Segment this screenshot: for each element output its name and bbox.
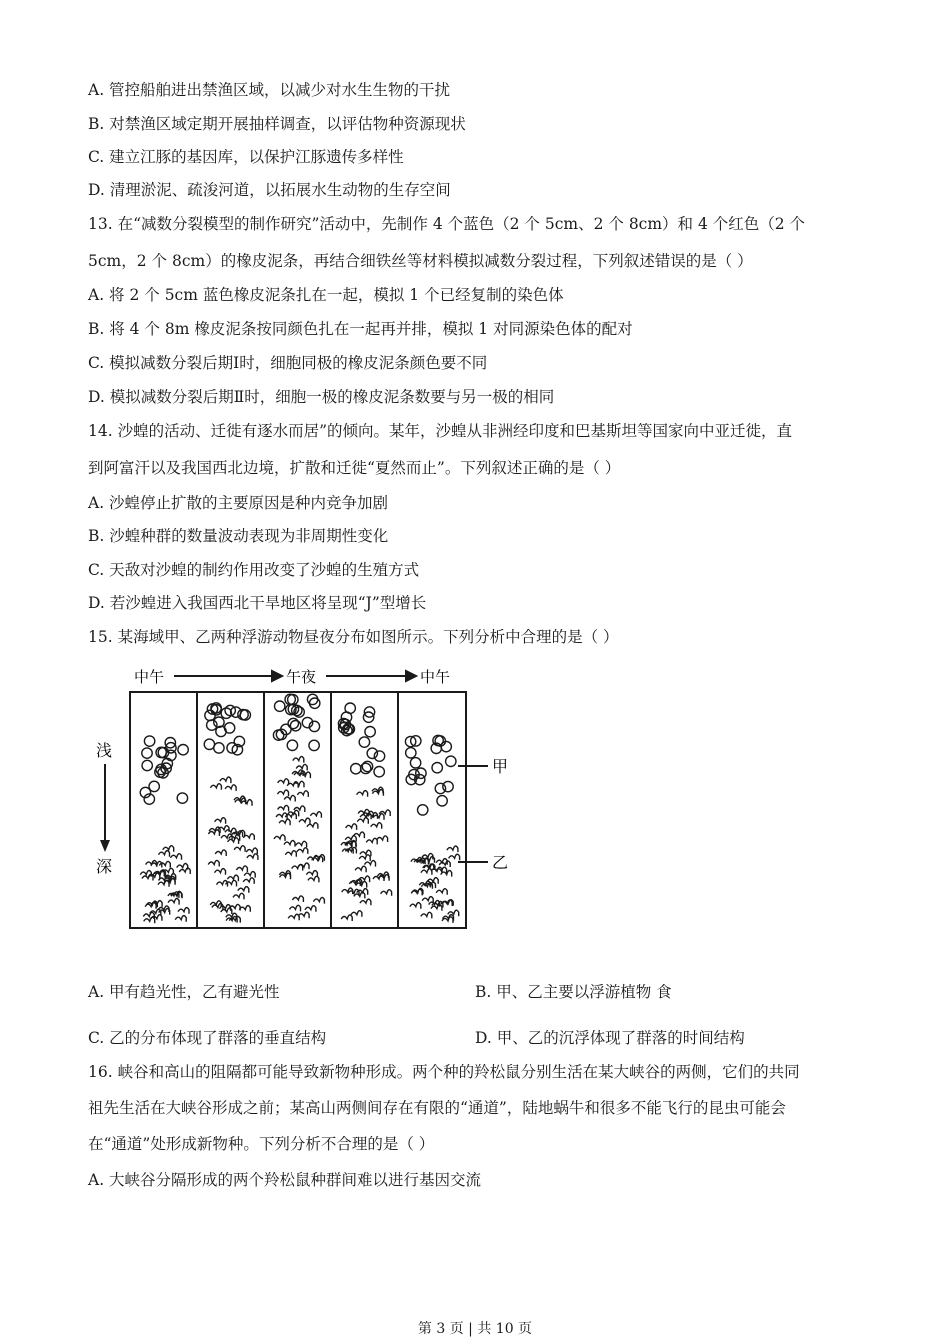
q16-stem-line1: 16. 峡谷和高山的阻隔都可能导致新物种形成。两个种的羚松鼠分别生活在某大峡谷的两侧，它们的共同 — [88, 1063, 800, 1081]
species-b-mark — [436, 889, 447, 895]
species-b-mark — [310, 812, 321, 818]
species-b-mark — [243, 878, 254, 884]
depth-label-deep: 深 — [96, 857, 113, 876]
species-b-mark — [208, 860, 219, 866]
time-label-noon-1: 中午 — [134, 668, 165, 686]
species-b-mark — [290, 905, 301, 911]
species-b-mark — [410, 903, 421, 909]
species-b-mark — [278, 779, 289, 785]
species-b-mark — [171, 854, 182, 860]
species-b-mark — [159, 851, 170, 857]
species-b-mark — [297, 848, 308, 854]
species-a-circle — [435, 783, 445, 793]
species-b-mark — [346, 824, 357, 830]
q16-stem-line2: 祖先生活在大峡谷形成之前；某高山两侧间存在有限的“通道”，陆地蜗牛和很多不能飞行的昆虫可能会 — [88, 1099, 786, 1117]
species-b-mark — [306, 871, 317, 877]
species-b-mark — [236, 866, 247, 872]
page-footer: 第 3 页 | 共 10 页 — [417, 1321, 533, 1337]
species-b-mark — [215, 869, 226, 875]
species-a-circle — [205, 710, 215, 720]
species-b-mark — [449, 854, 460, 860]
species-a-label: 甲 — [492, 757, 509, 776]
species-b-mark — [381, 890, 392, 896]
q13-option-d: D. 模拟减数分裂后期Ⅱ时，细胞一极的橡皮泥条数要与另一极的相同 — [88, 388, 555, 406]
species-a-circle — [309, 740, 319, 750]
species-b-mark — [285, 851, 296, 857]
species-b-mark — [447, 846, 458, 852]
species-b-mark — [175, 916, 186, 922]
q16-option-a: A. 大峡谷分隔形成的两个羚松鼠种群间难以进行基因交流 — [88, 1171, 482, 1189]
species-b-mark — [179, 868, 190, 874]
species-b-mark — [351, 911, 362, 917]
q13-option-a: A. 将 2 个 5cm 蓝色橡皮泥条扎在一起，模拟 1 个已经复制的染色体 — [88, 286, 564, 304]
species-b-mark — [297, 791, 308, 797]
species-b-mark — [296, 841, 307, 847]
q14-stem-line1: 14. 沙蝗的活动、迁徙有逐水而居”的倾向。某年，沙蝗从非洲经印度和巴基斯坦等国家向中亚迁徙，直 — [88, 422, 793, 440]
species-a-circle — [287, 740, 297, 750]
q14-option-b: B. 沙蝗种群的数量波动表现为非周期性变化 — [88, 527, 389, 545]
species-a-circle — [177, 793, 187, 803]
species-a-circle — [178, 745, 188, 755]
species-b-mark — [355, 866, 366, 872]
species-a-circle — [149, 781, 159, 791]
species-b-mark — [234, 846, 245, 852]
species-b-mark — [225, 785, 236, 791]
species-b-mark — [308, 876, 319, 882]
q13-stem-line1: 13. 在“减数分裂模型的制作研究”活动中，先制作 4 个蓝色（2 个 5cm、2 个 8cm）和 4 个红色（2 个 — [88, 215, 806, 233]
species-b-mark — [279, 819, 290, 825]
species-a-circle — [406, 748, 416, 758]
q12-option-a: A. 管控船舶进出禁渔区域，以减少对水生生物的干扰 — [88, 81, 451, 99]
species-b-mark — [168, 899, 179, 905]
species-b-mark — [365, 861, 376, 867]
species-a-circle — [341, 712, 351, 722]
depth-arrow — [100, 764, 110, 852]
species-b-mark — [360, 899, 371, 905]
species-a-circle — [290, 721, 300, 731]
species-b-mark — [278, 790, 289, 796]
species-b-mark — [299, 818, 310, 824]
q12-option-d: D. 清理淤泥、疏浚河道，以拓展水生动物的生存空间 — [88, 181, 451, 199]
species-a-circle — [374, 767, 384, 777]
plankton-distribution-figure — [90, 660, 520, 940]
q16-stem-line3: 在“通道”处形成新物种。下列分析不合理的是（ ） — [88, 1135, 435, 1153]
q14-option-d: D. 若沙蝗进入我国西北干旱地区将呈现“J”型增长 — [88, 594, 427, 612]
species-b-mark — [293, 757, 304, 763]
q12-option-c: C. 建立江豚的基因库，以保护江豚遗传多样性 — [88, 148, 404, 166]
species-a-circle — [359, 737, 369, 747]
species-b-mark — [366, 838, 377, 844]
species-a-circle — [275, 701, 285, 711]
q14-option-c: C. 天敌对沙蝗的制约作用改变了沙蝗的生殖方式 — [88, 561, 420, 579]
species-b-mark — [359, 855, 370, 861]
q13-option-c: C. 模拟减数分裂后期Ⅰ时，细胞同极的橡皮泥条颜色要不同 — [88, 354, 488, 372]
species-b-mark — [379, 810, 390, 816]
species-b-mark — [313, 898, 324, 904]
species-b-mark — [357, 818, 368, 824]
species-b-mark — [247, 854, 258, 860]
species-a-circle — [144, 736, 154, 746]
q12-option-b: B. 对禁渔区域定期开展抽样调查，以评估物种资源现状 — [88, 115, 466, 133]
species-b-mark — [357, 791, 368, 797]
species-a-circle — [307, 694, 317, 704]
species-b-mark — [288, 914, 299, 920]
species-b-mark — [341, 915, 352, 921]
species-a-circle — [410, 758, 420, 768]
time-label-noon-2: 中午 — [420, 668, 451, 686]
species-a-circle — [224, 723, 234, 733]
species-b-mark — [377, 836, 388, 842]
species-a-circle — [443, 781, 453, 791]
species-a-circle — [204, 739, 214, 749]
q14-stem-line2: 到阿富汗以及我国西北边境，扩散和迁徙“夏然而止”。下列叙述正确的是（ ） — [88, 459, 621, 477]
species-a-circle — [432, 763, 442, 773]
species-b-mark — [144, 917, 155, 923]
species-a-circles — [140, 694, 456, 815]
species-b-mark — [278, 805, 289, 811]
species-a-circle — [288, 718, 298, 728]
species-b-mark — [305, 906, 316, 912]
species-a-circle — [437, 796, 447, 806]
species-b-mark — [178, 908, 189, 914]
species-b-mark — [220, 777, 231, 783]
species-a-circle — [418, 805, 428, 815]
species-b-label: 乙 — [492, 853, 509, 872]
species-b-mark — [307, 823, 318, 829]
q15-option-a: A. 甲有趋光性，乙有避光性 — [88, 983, 280, 1001]
species-b-marks — [140, 757, 459, 924]
species-b-mark — [233, 893, 244, 899]
species-b-mark — [421, 912, 432, 918]
q14-option-a: A. 沙蝗停止扩散的主要原因是种内竞争加剧 — [88, 494, 389, 512]
species-b-mark — [284, 841, 295, 847]
species-b-mark — [274, 835, 285, 841]
species-a-circle — [416, 768, 426, 778]
species-b-mark — [284, 795, 295, 801]
species-b-mark — [292, 865, 303, 871]
species-b-mark — [298, 863, 309, 869]
species-b-mark — [238, 887, 249, 893]
depth-label-shallow: 浅 — [96, 741, 113, 760]
species-b-mark — [239, 906, 250, 912]
species-a-circle — [142, 748, 152, 758]
q13-option-b: B. 将 4 个 8m 橡皮泥条按同颜色扎在一起再并排，模拟 1 对同源染色体的配对 — [88, 320, 633, 338]
species-b-mark — [215, 818, 226, 824]
species-a-circle — [446, 756, 456, 766]
species-b-mark — [210, 784, 221, 790]
q15-option-b: B. 甲、乙主要以浮游植物 食 — [475, 983, 672, 1001]
species-b-mark — [244, 872, 255, 878]
species-b-mark — [158, 881, 169, 887]
species-b-mark — [215, 850, 226, 856]
q15-option-c: C. 乙的分布体现了群落的垂直结构 — [88, 1029, 327, 1047]
species-a-circle — [142, 760, 152, 770]
q15-stem: 15. 某海域甲、乙两种浮游动物昼夜分布如图所示。下列分析中合理的是（ ） — [88, 628, 619, 646]
time-label-midnight: 午夜 — [286, 668, 317, 686]
q13-stem-line2: 5cm，2 个 8cm）的橡皮泥条，再结合细铁丝等材料模拟减数分裂过程，下列叙述错误的是（ ） — [88, 252, 753, 270]
species-b-mark — [373, 814, 384, 820]
species-a-circle — [365, 727, 375, 737]
q15-option-d: D. 甲、乙的沉浮体现了群落的时间结构 — [475, 1029, 745, 1047]
species-b-mark — [421, 869, 432, 875]
species-b-mark — [371, 823, 382, 829]
species-a-circle — [351, 764, 361, 774]
species-b-mark — [292, 896, 303, 902]
